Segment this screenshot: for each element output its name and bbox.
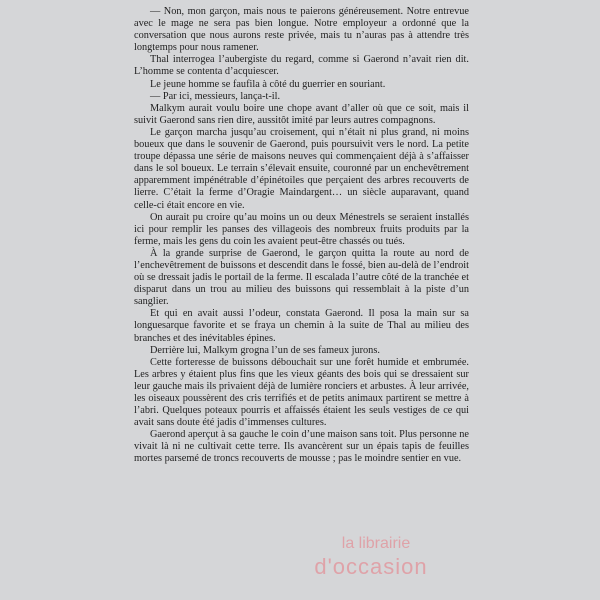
- paragraph: On aurait pu croire qu’au moins un ou deux Ménestrels se seraient installés ici pour remplir les panses des villageois des nombreux fruits produits par la ferme, mais les gens du coin les avaient peut-être chassés ou tués.: [134, 211, 469, 247]
- paragraph: Le jeune homme se faufila à côté du guerrier en souriant.: [150, 78, 386, 90]
- page-text: [134, 6, 469, 466]
- paragraph: Le garçon marcha jusqu’au croisement, qui n’était ni plus grand, ni moins boueux que dans le souvenir de Gaerond, puis poursuivit vers le nord. La petite troupe dépassa une série de maisons neuves qui commençaient déjà à s’affaisser dans le sol boueux. Le terrain s’élevait ensuite, couronné par un enchevêtrement apparemment impénétrable d’épinétoiles que perçaient des arbres recouverts de lierre. C’était la ferme d’Oragie Maindargent… un siècle auparavant, quand celle-ci était encore en vie.: [134, 126, 469, 211]
- paragraph: Thal interrogea l’aubergiste du regard, comme si Gaerond n’avait rien dit. L’homme se contenta d’acquiescer.: [134, 54, 469, 78]
- paragraph: Gaerond aperçut à sa gauche le coin d’une maison sans toit. Plus personne ne vivait là ni ne cultivait cette terre. Ils avancèrent sur un épais tapis de feuilles mortes parsemé de troncs recouverts de mousse ; pas le moindre sentier en vue.: [134, 429, 469, 465]
- paragraph: Cette forteresse de buissons débouchait sur une forêt humide et embrumée. Les arbres y étaient plus fins que les vieux géants des bois qui se dressaient sur leur gauche mais ils privaient déjà de lumière ronciers et arbustes. À leur arrivée, les oiseaux poussèrent des cris terrifiés et de petits animaux partirent se mettre à l’abri. Quelques poteaux pourris et affaissés étaient les seuls vestiges de ce qui avait sans doute été jadis d’immenses cultures.: [134, 356, 469, 429]
- paragraph: À la grande surprise de Gaerond, le garçon quitta la route au nord de l’enchevêtrement de buissons et descendit dans le fossé, bien au-delà de l’endroit où se dressait jadis le portail de la ferme. Il escalada l’autre côté de la tranchée et disparut dans un trou au milieu des buissons qui ressemblait à la piste d’un sanglier.: [134, 247, 469, 308]
- paragraph: Et qui en avait aussi l’odeur, constata Gaerond. Il posa la main sur sa longuesarque favorite et se fraya un chemin à la suite de Thal au milieu des branches et des inévitables épines.: [134, 308, 469, 344]
- paragraph: — Par ici, messieurs, lança-t-il.: [150, 90, 281, 102]
- watermark-line-2: d'occasion: [314, 554, 428, 579]
- shop-watermark: [246, 532, 496, 578]
- paragraph: — Non, mon garçon, mais nous te paierons généreusement. Notre entrevue avec le mage ne sera pas bien longue. Notre employeur a ordonné que la conversation que nous aurons reste privée, mais tu n’auras pas à attendre très longtemps pour nous ramener.: [134, 6, 469, 54]
- watermark-line-1: la librairie: [341, 535, 411, 552]
- paragraph: Derrière lui, Malkym grogna l’un de ses fameux jurons.: [150, 344, 380, 356]
- paragraph: Malkym aurait voulu boire une chope avant d’aller où que ce soit, mais il suivit Gaerond sans rien dire, aussitôt imité par leurs autres compagnons.: [134, 102, 469, 126]
